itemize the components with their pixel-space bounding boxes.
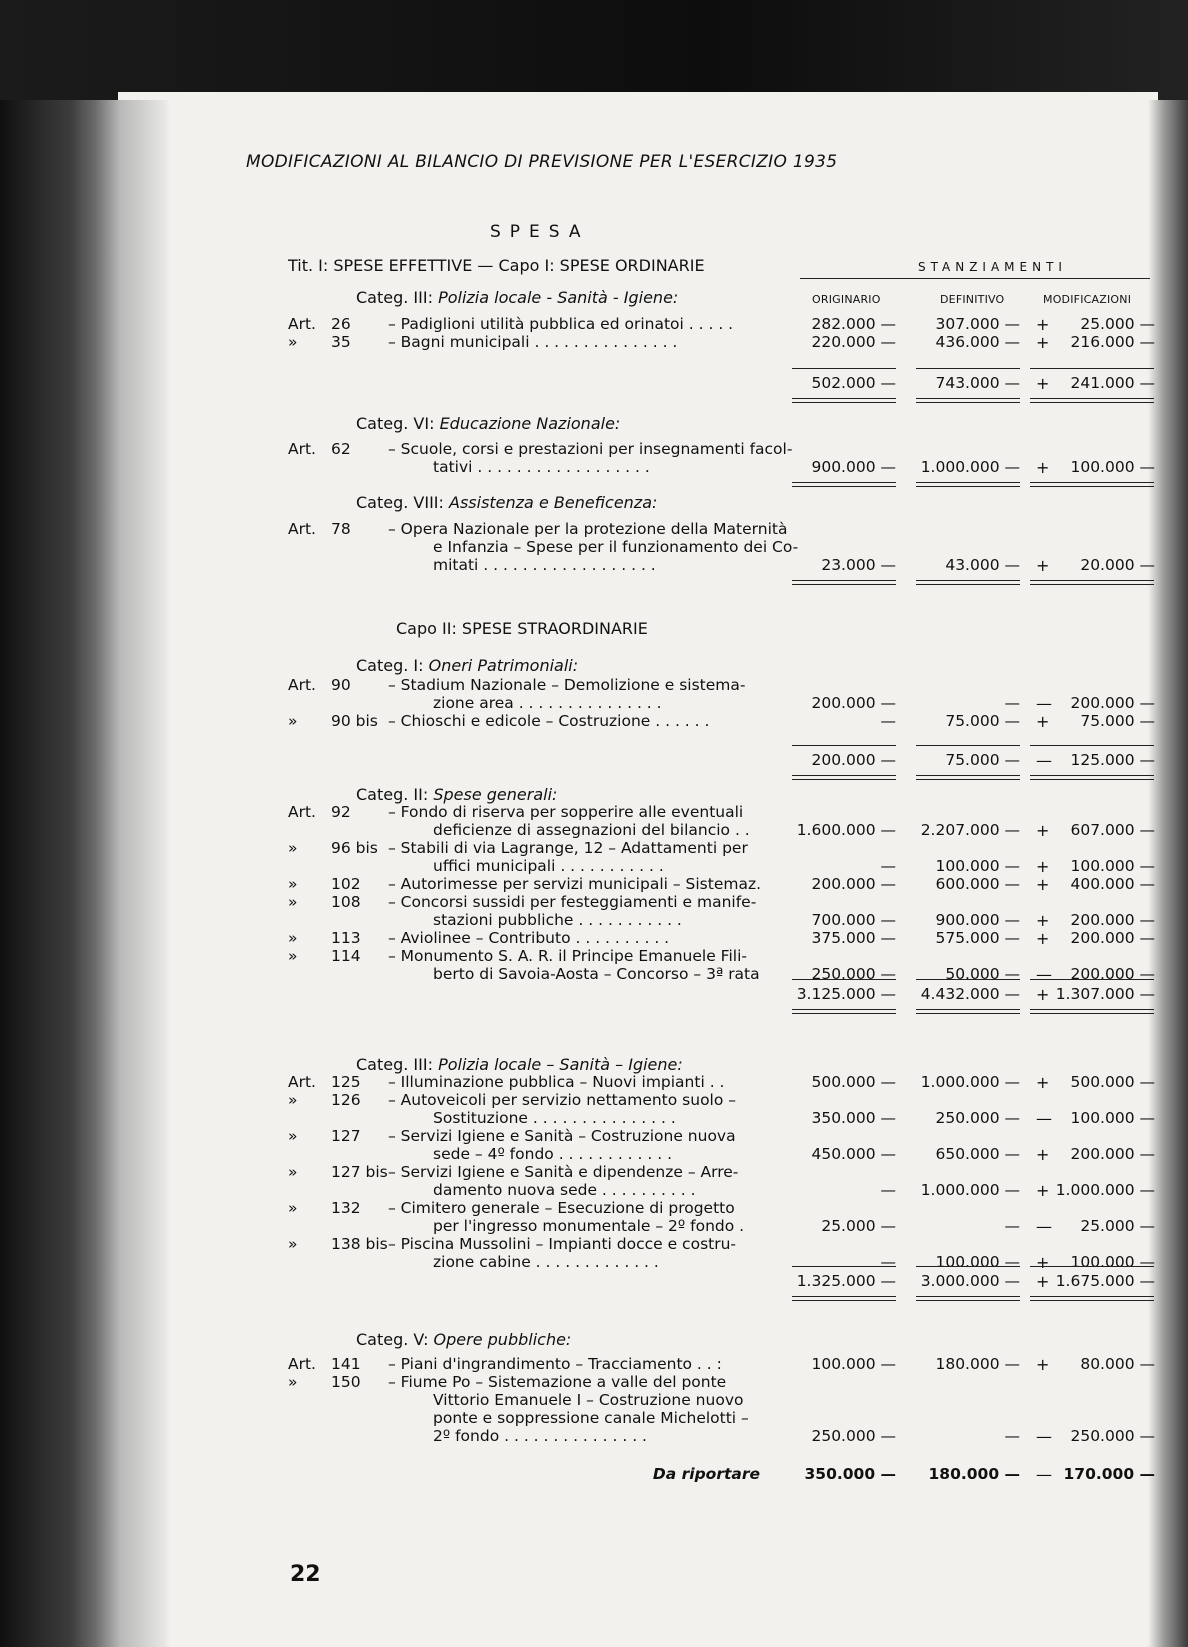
- amount-modificazione: 400.000 —: [1070, 875, 1155, 893]
- amount-modificazione: 216.000 —: [1070, 333, 1155, 351]
- category-label: Categ. VI:: [356, 414, 440, 433]
- article-number: 78: [331, 520, 351, 538]
- article-description: – Concorsi sussidi per festeggiamenti e manife-: [388, 893, 757, 911]
- amount-definitivo: —: [1004, 1427, 1020, 1445]
- amount-originario: 200.000 —: [811, 751, 896, 769]
- article-description: – Fiume Po – Sistemazione a valle del ponte: [388, 1373, 727, 1391]
- amount-modificazione: 241.000 —: [1070, 374, 1155, 392]
- article-number: 127 bis: [331, 1163, 388, 1181]
- amount-originario: 900.000 —: [811, 458, 896, 476]
- article-prefix: »: [288, 875, 298, 893]
- category-title: Oneri Patrimoniali:: [428, 656, 579, 675]
- subtotal-rule: [792, 745, 896, 746]
- article-description: per l'ingresso monumentale – 2º fondo .: [433, 1217, 745, 1235]
- amount-originario: —: [880, 1181, 896, 1199]
- total-double-rule: [1030, 1009, 1154, 1014]
- amount-definitivo: 180.000 —: [935, 1355, 1020, 1373]
- total-double-rule: [916, 1009, 1020, 1014]
- article-description: – Autorimesse per servizi municipali – Sistemaz.: [388, 875, 762, 893]
- article-description: – Padiglioni utilità pubblica ed orinatoi . . . . .: [388, 315, 734, 333]
- modification-sign: +: [1036, 374, 1050, 393]
- article-number: 108: [331, 893, 361, 911]
- article-prefix: »: [288, 947, 298, 965]
- category-title: Assistenza e Beneficenza:: [449, 493, 658, 512]
- modification-sign: +: [1036, 556, 1050, 575]
- modification-sign: +: [1036, 1272, 1050, 1291]
- modification-sign: +: [1036, 1181, 1050, 1200]
- total-double-rule: [792, 775, 896, 780]
- amount-modificazione: 1.000.000 —: [1055, 1181, 1155, 1199]
- amount-originario: 282.000 —: [811, 315, 896, 333]
- amount-definitivo: 4.432.000 —: [920, 985, 1020, 1003]
- article-description: damento nuova sede . . . . . . . . . .: [433, 1181, 696, 1199]
- total-double-rule: [1030, 482, 1154, 487]
- article-prefix: Art.: [288, 1073, 316, 1091]
- article-description: – Servizi Igiene e Sanità – Costruzione nuova: [388, 1127, 736, 1145]
- category-label: Categ. I:: [356, 656, 429, 675]
- amount-modificazione: 607.000 —: [1070, 821, 1155, 839]
- amount-modificazione: 1.307.000 —: [1055, 985, 1155, 1003]
- amount-definitivo: 900.000 —: [935, 911, 1020, 929]
- amount-originario: 200.000 —: [811, 694, 896, 712]
- article-description: uffici municipali . . . . . . . . . . .: [433, 857, 664, 875]
- modification-sign: +: [1036, 821, 1050, 840]
- article-prefix: »: [288, 1235, 298, 1253]
- article-description: – Stabili di via Lagrange, 12 – Adattamenti per: [388, 839, 748, 857]
- subtotal-rule: [916, 745, 1020, 746]
- col-header-definitivo: DEFINITIVO: [940, 293, 1005, 306]
- amount-originario: —: [880, 857, 896, 875]
- modification-sign: —: [1036, 751, 1052, 770]
- amount-originario: 220.000 —: [811, 333, 896, 351]
- article-description: tativi . . . . . . . . . . . . . . . . . .: [433, 458, 650, 476]
- modification-sign: —: [1036, 1465, 1052, 1484]
- total-double-rule: [916, 1296, 1020, 1301]
- total-double-rule: [1030, 398, 1154, 403]
- total-double-rule: [792, 398, 896, 403]
- scan-left-binding-shadow: [0, 100, 170, 1647]
- modification-sign: —: [1036, 1217, 1052, 1236]
- da-riportare-label: Da riportare: [652, 1465, 760, 1483]
- article-number: 90: [331, 676, 351, 694]
- amount-originario: 700.000 —: [811, 911, 896, 929]
- amount-definitivo: 650.000 —: [935, 1145, 1020, 1163]
- amount-definitivo: 75.000 —: [945, 712, 1020, 730]
- modification-sign: +: [1036, 929, 1050, 948]
- total-double-rule: [792, 580, 896, 585]
- total-double-rule: [792, 1009, 896, 1014]
- modification-sign: +: [1036, 458, 1050, 477]
- modification-sign: +: [1036, 911, 1050, 930]
- category-heading: [356, 288, 678, 307]
- amount-modificazione: 200.000 —: [1070, 694, 1155, 712]
- amount-originario: 375.000 —: [811, 929, 896, 947]
- article-prefix: Art.: [288, 440, 316, 458]
- amount-originario: 100.000 —: [811, 1355, 896, 1373]
- amount-modificazione: 100.000 —: [1070, 1109, 1155, 1127]
- stanziamenti-rule: [800, 278, 1150, 279]
- article-number: 125: [331, 1073, 361, 1091]
- amount-definitivo: 307.000 —: [935, 315, 1020, 333]
- modification-sign: —: [1036, 694, 1052, 713]
- section-title: SPESA: [490, 222, 590, 242]
- subtotal-rule: [1030, 745, 1154, 746]
- amount-definitivo: 1.000.000 —: [920, 1181, 1020, 1199]
- article-description: – Chioschi e edicole – Costruzione . . . . . .: [388, 712, 710, 730]
- article-description: Vittorio Emanuele I – Costruzione nuovo: [433, 1391, 744, 1409]
- amount-definitivo: 600.000 —: [935, 875, 1020, 893]
- article-number: 90 bis: [331, 712, 378, 730]
- amount-originario: 350.000 —: [811, 1109, 896, 1127]
- amount-modificazione: 25.000 —: [1080, 1217, 1155, 1235]
- article-number: 26: [331, 315, 351, 333]
- article-description: – Autoveicoli per servizio nettamento suolo –: [388, 1091, 737, 1109]
- total-double-rule: [1030, 580, 1154, 585]
- amount-originario: 250.000 —: [811, 1427, 896, 1445]
- amount-definitivo: —: [1004, 694, 1020, 712]
- article-prefix: »: [288, 1163, 298, 1181]
- amount-originario: 500.000 —: [811, 1073, 896, 1091]
- article-prefix: »: [288, 1373, 298, 1391]
- amount-modificazione: 170.000 —: [1063, 1465, 1155, 1483]
- amount-definitivo: 43.000 —: [945, 556, 1020, 574]
- amount-definitivo: 3.000.000 —: [920, 1272, 1020, 1290]
- category-label: Categ. II:: [356, 785, 434, 804]
- article-description: 2º fondo . . . . . . . . . . . . . . .: [433, 1427, 647, 1445]
- category-label: Categ. III:: [356, 1055, 439, 1074]
- modification-sign: +: [1036, 1145, 1050, 1164]
- article-number: 150: [331, 1373, 361, 1391]
- amount-definitivo: 1.000.000 —: [920, 458, 1020, 476]
- amount-definitivo: 436.000 —: [935, 333, 1020, 351]
- modification-sign: +: [1036, 315, 1050, 334]
- subtotal-rule: [1030, 368, 1154, 369]
- article-description: – Cimitero generale – Esecuzione di progetto: [388, 1199, 735, 1217]
- amount-modificazione: 75.000 —: [1080, 712, 1155, 730]
- col-header-originario: ORIGINARIO: [812, 293, 881, 306]
- amount-modificazione: 200.000 —: [1070, 1145, 1155, 1163]
- amount-originario: 25.000 —: [821, 1217, 896, 1235]
- amount-originario: 450.000 —: [811, 1145, 896, 1163]
- article-number: 114: [331, 947, 361, 965]
- article-number: 102: [331, 875, 361, 893]
- amount-originario: 23.000 —: [821, 556, 896, 574]
- amount-originario: 1.325.000 —: [796, 1272, 896, 1290]
- article-description: – Monumento S. A. R. il Principe Emanuele Fili-: [388, 947, 747, 965]
- amount-modificazione: 1.675.000 —: [1055, 1272, 1155, 1290]
- article-description: – Fondo di riserva per sopperire alle eventuali: [388, 803, 744, 821]
- article-description: – Stadium Nazionale – Demolizione e sistema-: [388, 676, 746, 694]
- category-title: Polizia locale - Sanità - Igiene:: [438, 288, 679, 307]
- amount-modificazione: 250.000 —: [1070, 1427, 1155, 1445]
- category-label: Categ. VIII:: [356, 493, 449, 512]
- amount-modificazione: 500.000 —: [1070, 1073, 1155, 1091]
- modification-sign: +: [1036, 1355, 1050, 1374]
- amount-definitivo: 180.000 —: [928, 1465, 1020, 1483]
- modification-sign: +: [1036, 1073, 1050, 1092]
- subtotal-rule: [792, 979, 896, 980]
- article-number: 35: [331, 333, 351, 351]
- amount-originario: 250.000 —: [811, 965, 896, 983]
- amount-originario: 350.000 —: [804, 1465, 896, 1483]
- article-number: 141: [331, 1355, 361, 1373]
- amount-definitivo: 100.000 —: [935, 857, 1020, 875]
- article-prefix: »: [288, 1091, 298, 1109]
- article-description: Sostituzione . . . . . . . . . . . . . . .: [433, 1109, 676, 1127]
- amount-definitivo: —: [1004, 1217, 1020, 1235]
- capo-heading: Capo II: SPESE STRAORDINARIE: [396, 619, 648, 638]
- article-description: – Bagni municipali . . . . . . . . . . . . . . .: [388, 333, 678, 351]
- category-title: Opere pubbliche:: [433, 1330, 572, 1349]
- article-prefix: »: [288, 712, 298, 730]
- article-description: ponte e soppressione canale Michelotti –: [433, 1409, 749, 1427]
- article-prefix: »: [288, 839, 298, 857]
- amount-modificazione: 200.000 —: [1070, 965, 1155, 983]
- article-prefix: »: [288, 893, 298, 911]
- amount-modificazione: 100.000 —: [1070, 1253, 1155, 1271]
- title-line: Tit. I: SPESE EFFETTIVE — Capo I: SPESE ORDINARIE: [288, 256, 705, 275]
- category-heading: [356, 1055, 683, 1074]
- amount-definitivo: 2.207.000 —: [920, 821, 1020, 839]
- article-number: 92: [331, 803, 351, 821]
- modification-sign: +: [1036, 1253, 1050, 1272]
- total-double-rule: [792, 482, 896, 487]
- modification-sign: +: [1036, 712, 1050, 731]
- article-prefix: Art.: [288, 315, 316, 333]
- category-heading: [356, 1330, 571, 1349]
- category-label: Categ. V:: [356, 1330, 434, 1349]
- article-prefix: Art.: [288, 803, 316, 821]
- article-prefix: »: [288, 1127, 298, 1145]
- article-number: 126: [331, 1091, 361, 1109]
- subtotal-rule: [1030, 1266, 1154, 1267]
- article-prefix: »: [288, 1199, 298, 1217]
- article-prefix: Art.: [288, 1355, 316, 1373]
- article-description: deficienze di assegnazioni del bilancio . .: [433, 821, 750, 839]
- amount-definitivo: 743.000 —: [935, 374, 1020, 392]
- amount-definitivo: 100.000 —: [935, 1253, 1020, 1271]
- total-double-rule: [916, 775, 1020, 780]
- article-description: – Aviolinee – Contributo . . . . . . . . . .: [388, 929, 670, 947]
- article-number: 113: [331, 929, 361, 947]
- amount-modificazione: 125.000 —: [1070, 751, 1155, 769]
- amount-originario: 3.125.000 —: [796, 985, 896, 1003]
- subtotal-rule: [916, 368, 1020, 369]
- article-description: – Piscina Mussolini – Impianti docce e costru-: [388, 1235, 737, 1253]
- article-number: 127: [331, 1127, 361, 1145]
- total-double-rule: [916, 580, 1020, 585]
- category-heading: [356, 656, 578, 675]
- amount-modificazione: 20.000 —: [1080, 556, 1155, 574]
- article-description: – Piani d'ingrandimento – Tracciamento . . :: [388, 1355, 722, 1373]
- category-label: Categ. III:: [356, 288, 439, 307]
- scan-top-shadow: [0, 0, 1188, 100]
- page-header: MODIFICAZIONI AL BILANCIO DI PREVISIONE PER L'ESERCIZIO 1935: [246, 152, 838, 172]
- category-heading: [356, 785, 557, 804]
- amount-modificazione: 100.000 —: [1070, 857, 1155, 875]
- article-number: 96 bis: [331, 839, 378, 857]
- page-number: 22: [290, 1562, 321, 1587]
- article-prefix: »: [288, 929, 298, 947]
- amount-originario: —: [880, 712, 896, 730]
- article-description: zione area . . . . . . . . . . . . . . .: [433, 694, 662, 712]
- subtotal-rule: [792, 1266, 896, 1267]
- modification-sign: +: [1036, 985, 1050, 1004]
- subtotal-rule: [916, 979, 1020, 980]
- article-number: 132: [331, 1199, 361, 1217]
- category-title: Spese generali:: [433, 785, 558, 804]
- amount-definitivo: 75.000 —: [945, 751, 1020, 769]
- article-description: berto di Savoia-Aosta – Concorso – 3ª rata: [433, 965, 760, 983]
- article-description: – Scuole, corsi e prestazioni per insegnamenti facol-: [388, 440, 793, 458]
- amount-definitivo: 50.000 —: [945, 965, 1020, 983]
- amount-definitivo: 250.000 —: [935, 1109, 1020, 1127]
- category-title: Polizia locale – Sanità – Igiene:: [438, 1055, 683, 1074]
- article-number: 62: [331, 440, 351, 458]
- total-double-rule: [916, 398, 1020, 403]
- total-double-rule: [916, 482, 1020, 487]
- amount-modificazione: 100.000 —: [1070, 458, 1155, 476]
- stanziamenti-heading: STANZIAMENTI: [918, 260, 1067, 274]
- amount-originario: 200.000 —: [811, 875, 896, 893]
- total-double-rule: [1030, 775, 1154, 780]
- modification-sign: —: [1036, 1427, 1052, 1446]
- modification-sign: +: [1036, 857, 1050, 876]
- amount-modificazione: 200.000 —: [1070, 929, 1155, 947]
- modification-sign: +: [1036, 333, 1050, 352]
- subtotal-rule: [916, 1266, 1020, 1267]
- modification-sign: —: [1036, 1109, 1052, 1128]
- article-prefix: Art.: [288, 676, 316, 694]
- amount-modificazione: 80.000 —: [1080, 1355, 1155, 1373]
- article-prefix: Art.: [288, 520, 316, 538]
- amount-modificazione: 25.000 —: [1080, 315, 1155, 333]
- article-description: e Infanzia – Spese per il funzionamento dei Co-: [433, 538, 799, 556]
- article-description: – Illuminazione pubblica – Nuovi impianti . .: [388, 1073, 725, 1091]
- amount-definitivo: 575.000 —: [935, 929, 1020, 947]
- article-description: – Servizi Igiene e Sanità e dipendenze – Arre-: [388, 1163, 739, 1181]
- total-double-rule: [792, 1296, 896, 1301]
- amount-originario: —: [880, 1253, 896, 1271]
- category-heading: [356, 414, 620, 433]
- subtotal-rule: [1030, 979, 1154, 980]
- col-header-modificazioni: MODIFICAZIONI: [1043, 293, 1132, 306]
- subtotal-rule: [792, 368, 896, 369]
- amount-originario: 502.000 —: [811, 374, 896, 392]
- article-number: 138 bis: [331, 1235, 388, 1253]
- category-heading: [356, 493, 657, 512]
- modification-sign: —: [1036, 965, 1052, 984]
- modification-sign: +: [1036, 875, 1050, 894]
- article-description: – Opera Nazionale per la protezione della Maternità: [388, 520, 788, 538]
- amount-modificazione: 200.000 —: [1070, 911, 1155, 929]
- article-description: zione cabine . . . . . . . . . . . . .: [433, 1253, 659, 1271]
- article-description: mitati . . . . . . . . . . . . . . . . . .: [433, 556, 656, 574]
- article-description: sede – 4º fondo . . . . . . . . . . . .: [433, 1145, 673, 1163]
- article-prefix: »: [288, 333, 298, 351]
- total-double-rule: [1030, 1296, 1154, 1301]
- amount-originario: 1.600.000 —: [796, 821, 896, 839]
- article-description: stazioni pubbliche . . . . . . . . . . .: [433, 911, 682, 929]
- category-title: Educazione Nazionale:: [439, 414, 621, 433]
- amount-definitivo: 1.000.000 —: [920, 1073, 1020, 1091]
